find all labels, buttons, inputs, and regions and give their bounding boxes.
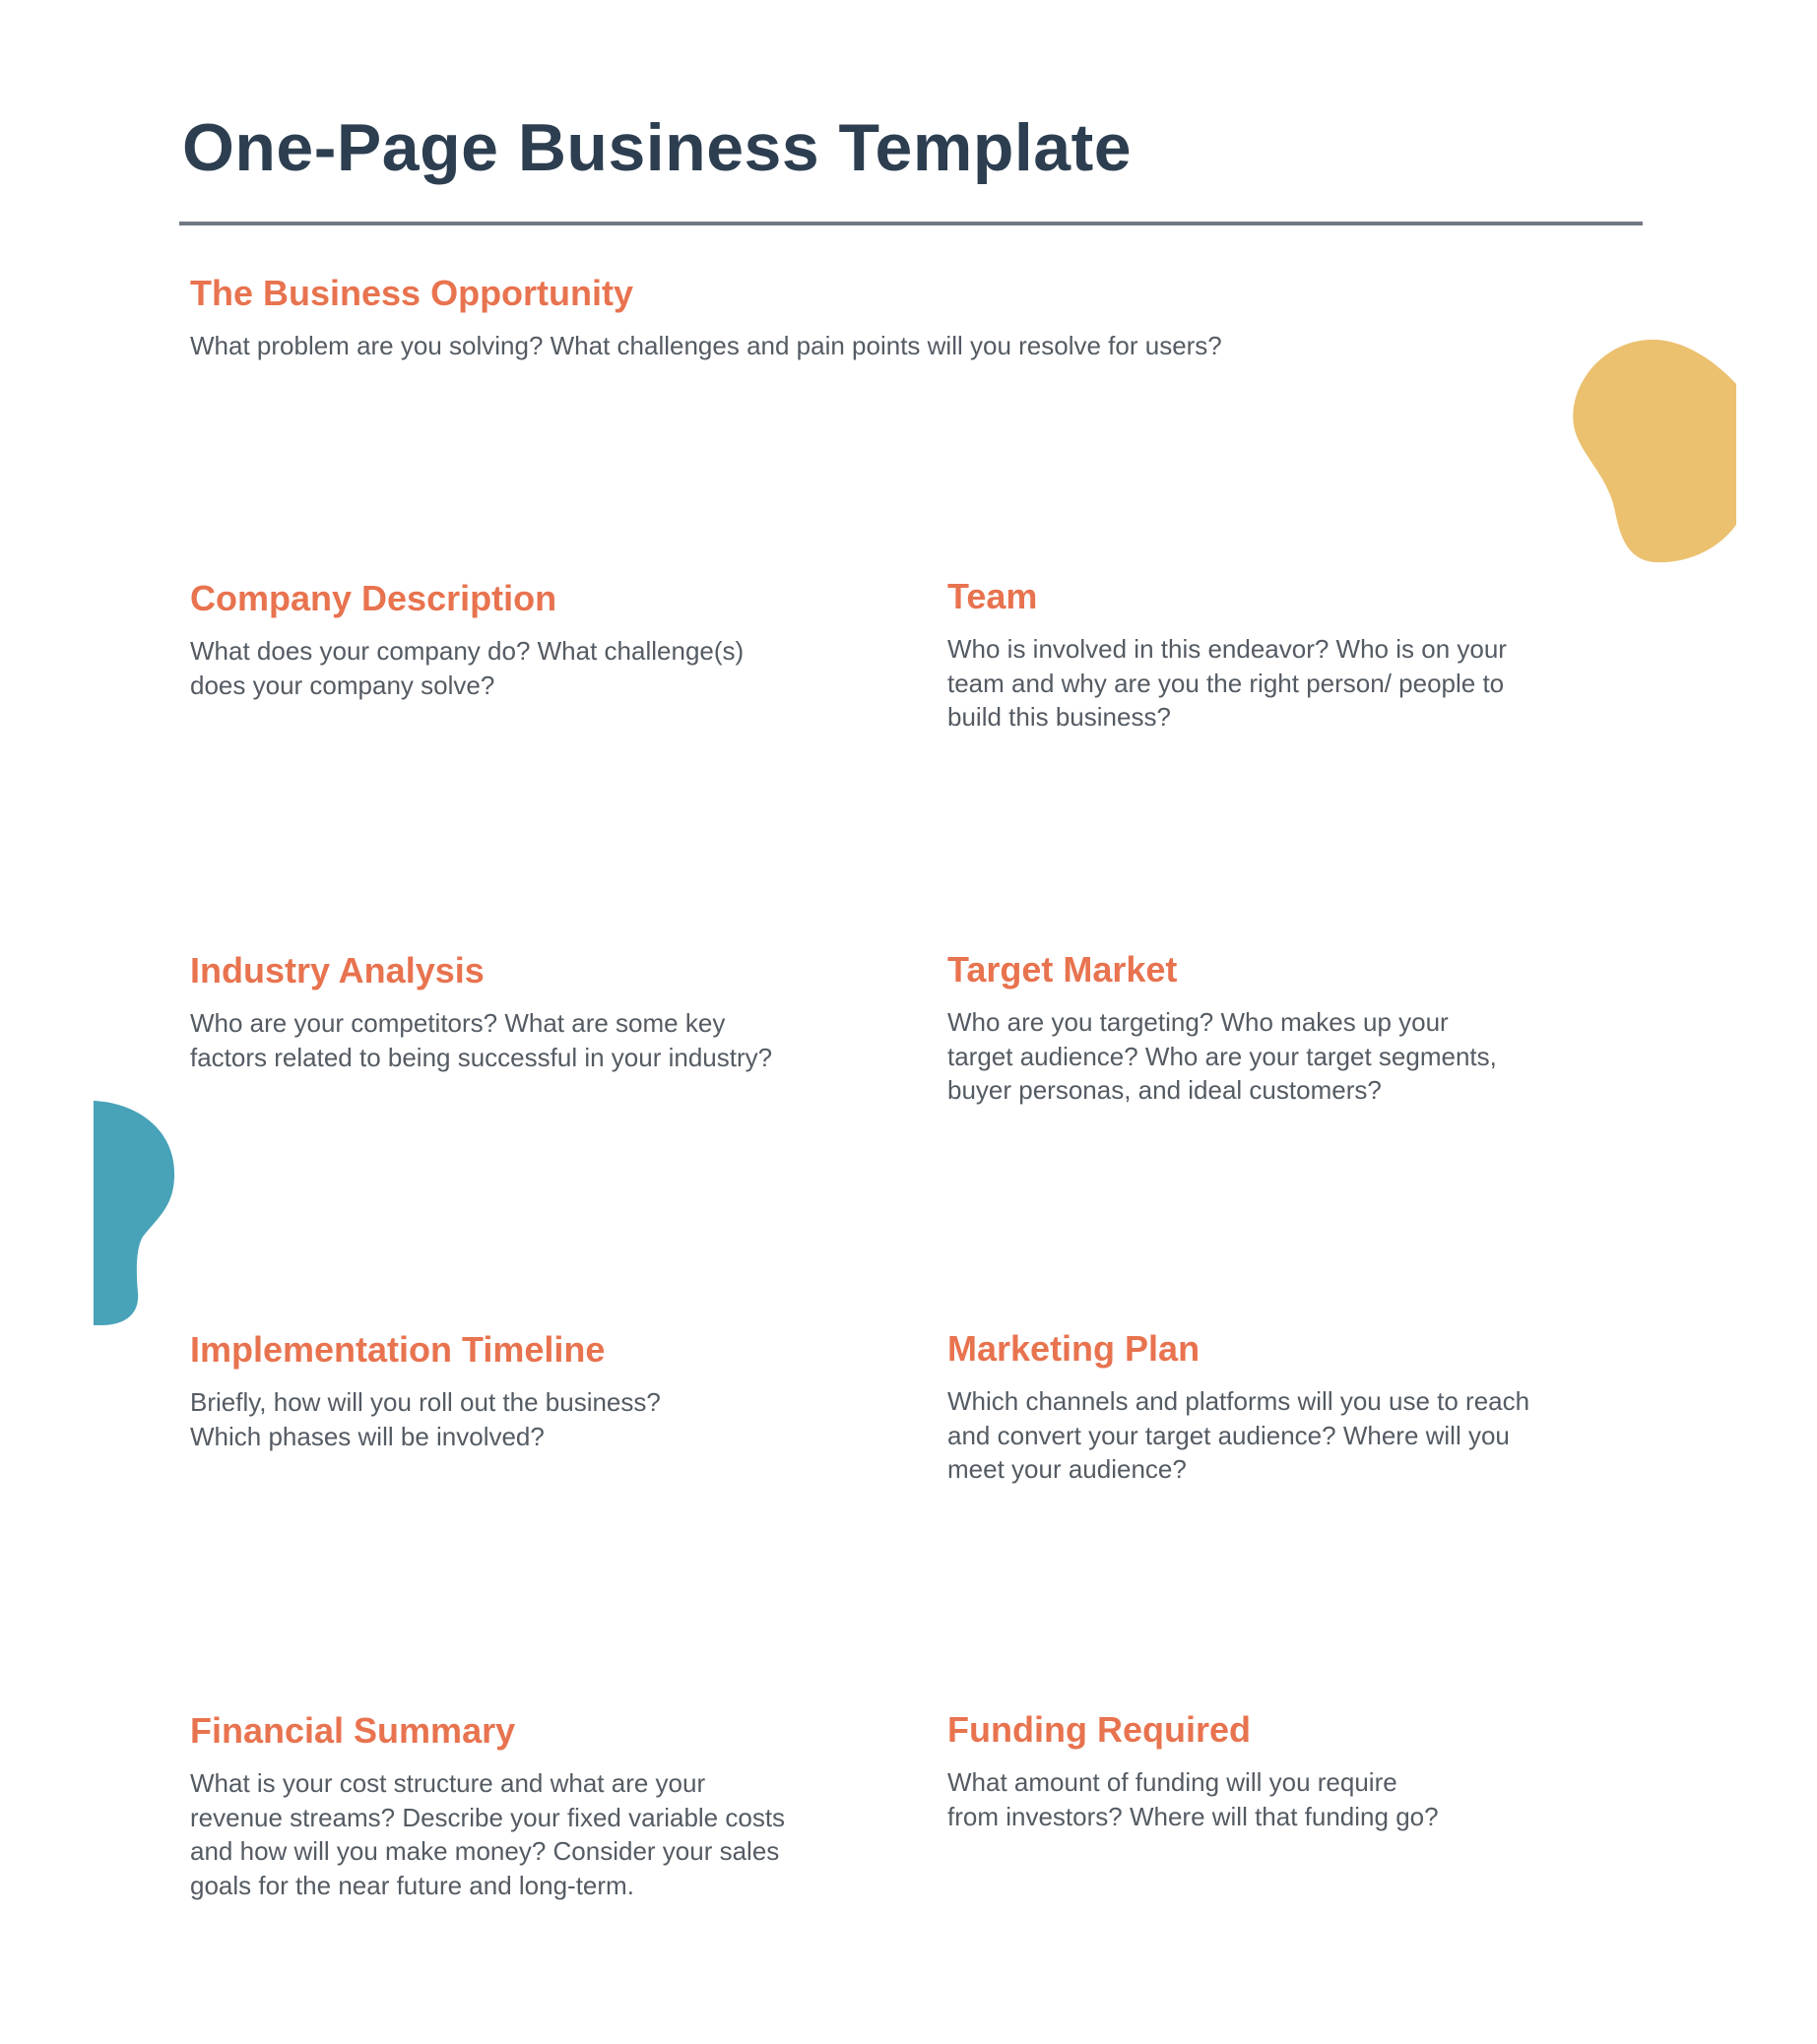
section-heading: Marketing Plan [947, 1328, 1201, 1369]
section-heading: Industry Analysis [190, 950, 485, 990]
section-company-description [190, 577, 860, 702]
section-heading: Team [947, 576, 1038, 616]
section-heading: Target Market [947, 949, 1178, 990]
teal-blob-shape [94, 1101, 174, 1325]
section-heading: Company Description [190, 578, 557, 618]
section-team [947, 575, 1617, 735]
section-prompt: Who are your competitors? What are some key factors related to being successful in your industry? [190, 1008, 773, 1072]
section-heading: The Business Opportunity [190, 273, 634, 313]
section-heading: Funding Required [947, 1709, 1251, 1750]
section-target-market [947, 948, 1617, 1108]
decorative-teal-blob [94, 1101, 182, 1327]
yellow-blob-shape [1573, 340, 1736, 562]
title-divider [179, 222, 1643, 225]
section-heading: Implementation Timeline [190, 1329, 606, 1370]
section-funding-required [947, 1708, 1617, 1833]
section-financial-summary [190, 1709, 860, 1902]
section-prompt: Who is involved in this endeavor? Who is on your team and why are you the right person/ people to build this business? [947, 634, 1507, 732]
section-implementation-timeline [190, 1328, 860, 1453]
section-prompt: What does your company do? What challenge(s) does your company solve? [190, 636, 745, 700]
section-prompt: What is your cost structure and what are your revenue streams? Describe your fixed variable costs and how will you make money? Consider your sales goals for the near future and long-term. [190, 1768, 786, 1900]
section-prompt: What problem are you solving? What challenges and pain points will you resolve for users? [190, 331, 1222, 360]
section-prompt: Who are you targeting? Who makes up your target audience? Who are your target segments, buyer personas, and ideal customers? [947, 1007, 1497, 1105]
section-prompt: What amount of funding will you require from investors? Where will that funding go? [947, 1767, 1439, 1831]
section-business-opportunity [190, 272, 1421, 363]
section-prompt: Which channels and platforms will you use to reach and convert your target audience? Where will you meet your audience? [947, 1386, 1530, 1484]
section-heading: Financial Summary [190, 1710, 516, 1751]
section-prompt: Briefly, how will you roll out the business? Which phases will be involved? [190, 1387, 661, 1451]
section-marketing-plan [947, 1327, 1617, 1487]
decorative-yellow-blob [1571, 340, 1738, 566]
section-industry-analysis [190, 949, 860, 1074]
page-title: One-Page Business Template [182, 110, 1133, 185]
